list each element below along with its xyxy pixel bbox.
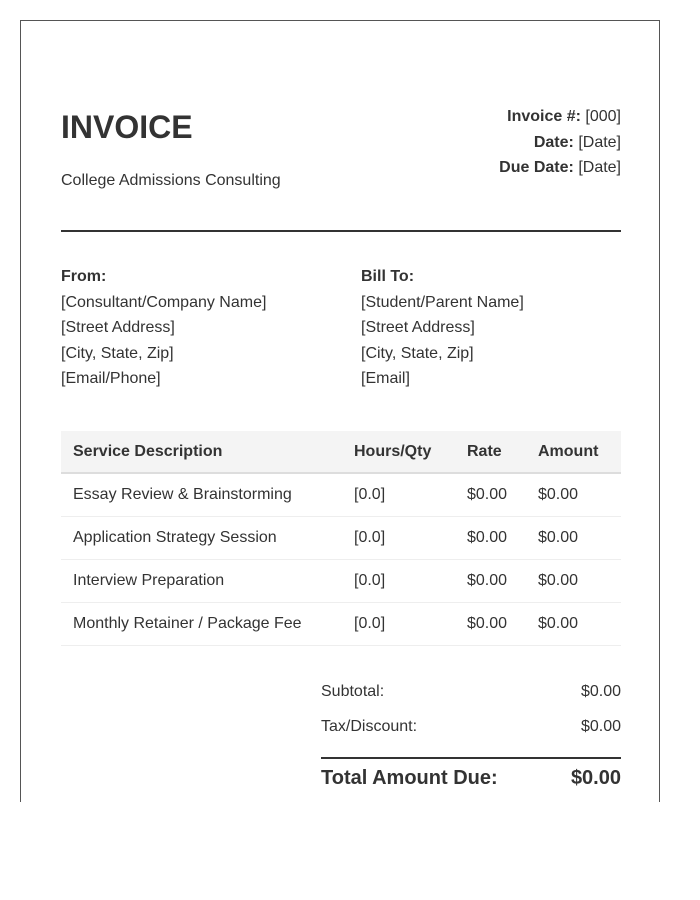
bill-to-line: [Street Address] xyxy=(361,319,475,337)
invoice-subtitle: College Admissions Consulting xyxy=(61,172,281,189)
bill-to-line: [City, State, Zip] xyxy=(361,344,474,362)
column-header-rate: Rate xyxy=(467,442,502,460)
from-line: [Consultant/Company Name] xyxy=(61,293,267,311)
totals-divider xyxy=(321,757,621,759)
invoice-number-label: Invoice #: xyxy=(507,108,581,125)
from-line: [City, State, Zip] xyxy=(61,344,174,362)
subtotal-label: Subtotal: xyxy=(321,683,385,700)
cell-description: Application Strategy Session xyxy=(61,516,342,559)
bill-to-line: [Email] xyxy=(361,370,410,388)
invoice-page xyxy=(20,20,660,802)
cell-description: Monthly Retainer / Package Fee xyxy=(61,602,342,645)
cell-amount: $0.00 xyxy=(526,559,621,602)
invoice-date-row xyxy=(499,130,621,156)
services-table-body xyxy=(61,473,621,645)
from-line: [Email/Phone] xyxy=(61,370,161,388)
cell-amount: $0.00 xyxy=(526,473,621,516)
header-divider xyxy=(61,230,621,232)
bill-to-address-block xyxy=(361,264,524,392)
cell-amount: $0.00 xyxy=(526,602,621,645)
from-heading: From: xyxy=(61,268,107,285)
invoice-date-label: Date: xyxy=(533,133,574,151)
cell-amount: $0.00 xyxy=(526,516,621,559)
tax-discount-row xyxy=(321,718,621,736)
total-due-label: Total Amount Due: xyxy=(321,767,498,789)
cell-qty: [0.0] xyxy=(342,473,455,516)
services-table-header xyxy=(61,431,621,473)
bill-to-line: [Student/Parent Name] xyxy=(361,293,524,311)
subtotal-value: $0.00 xyxy=(580,683,621,700)
bill-to-heading: Bill To: xyxy=(361,268,415,285)
table-row xyxy=(61,473,621,516)
tax-discount-label: Tax/Discount: xyxy=(321,718,418,735)
from-address-block xyxy=(61,264,266,392)
cell-rate: $0.00 xyxy=(455,602,526,645)
invoice-title: INVOICE xyxy=(61,109,193,145)
cell-description: Interview Preparation xyxy=(61,559,342,602)
services-table xyxy=(61,431,621,646)
cell-qty: [0.0] xyxy=(342,602,455,645)
invoice-due-date-label: Due Date: xyxy=(499,159,574,176)
cell-rate: $0.00 xyxy=(455,473,526,516)
column-header-qty: Hours/Qty xyxy=(354,442,432,460)
table-row xyxy=(61,602,621,645)
invoice-date-value: [Date] xyxy=(578,133,621,151)
total-due-row xyxy=(321,767,621,790)
total-due-value: $0.00 xyxy=(570,767,621,789)
column-header-description: Service Description xyxy=(73,442,223,460)
cell-qty: [0.0] xyxy=(342,516,455,559)
from-line: [Street Address] xyxy=(61,319,175,337)
column-header-amount: Amount xyxy=(538,442,599,460)
cell-rate: $0.00 xyxy=(455,516,526,559)
invoice-number-value: [000] xyxy=(585,108,621,125)
tax-discount-value: $0.00 xyxy=(580,718,621,735)
table-row xyxy=(61,559,621,602)
cell-description: Essay Review & Brainstorming xyxy=(61,473,342,516)
subtotal-row xyxy=(321,683,621,701)
invoice-number-row xyxy=(499,104,621,130)
invoice-due-date-value: [Date] xyxy=(578,159,621,176)
cell-qty: [0.0] xyxy=(342,559,455,602)
invoice-meta xyxy=(499,104,621,181)
invoice-due-date-row xyxy=(499,155,621,181)
table-row xyxy=(61,516,621,559)
table-header-row xyxy=(61,431,621,473)
cell-rate: $0.00 xyxy=(455,559,526,602)
